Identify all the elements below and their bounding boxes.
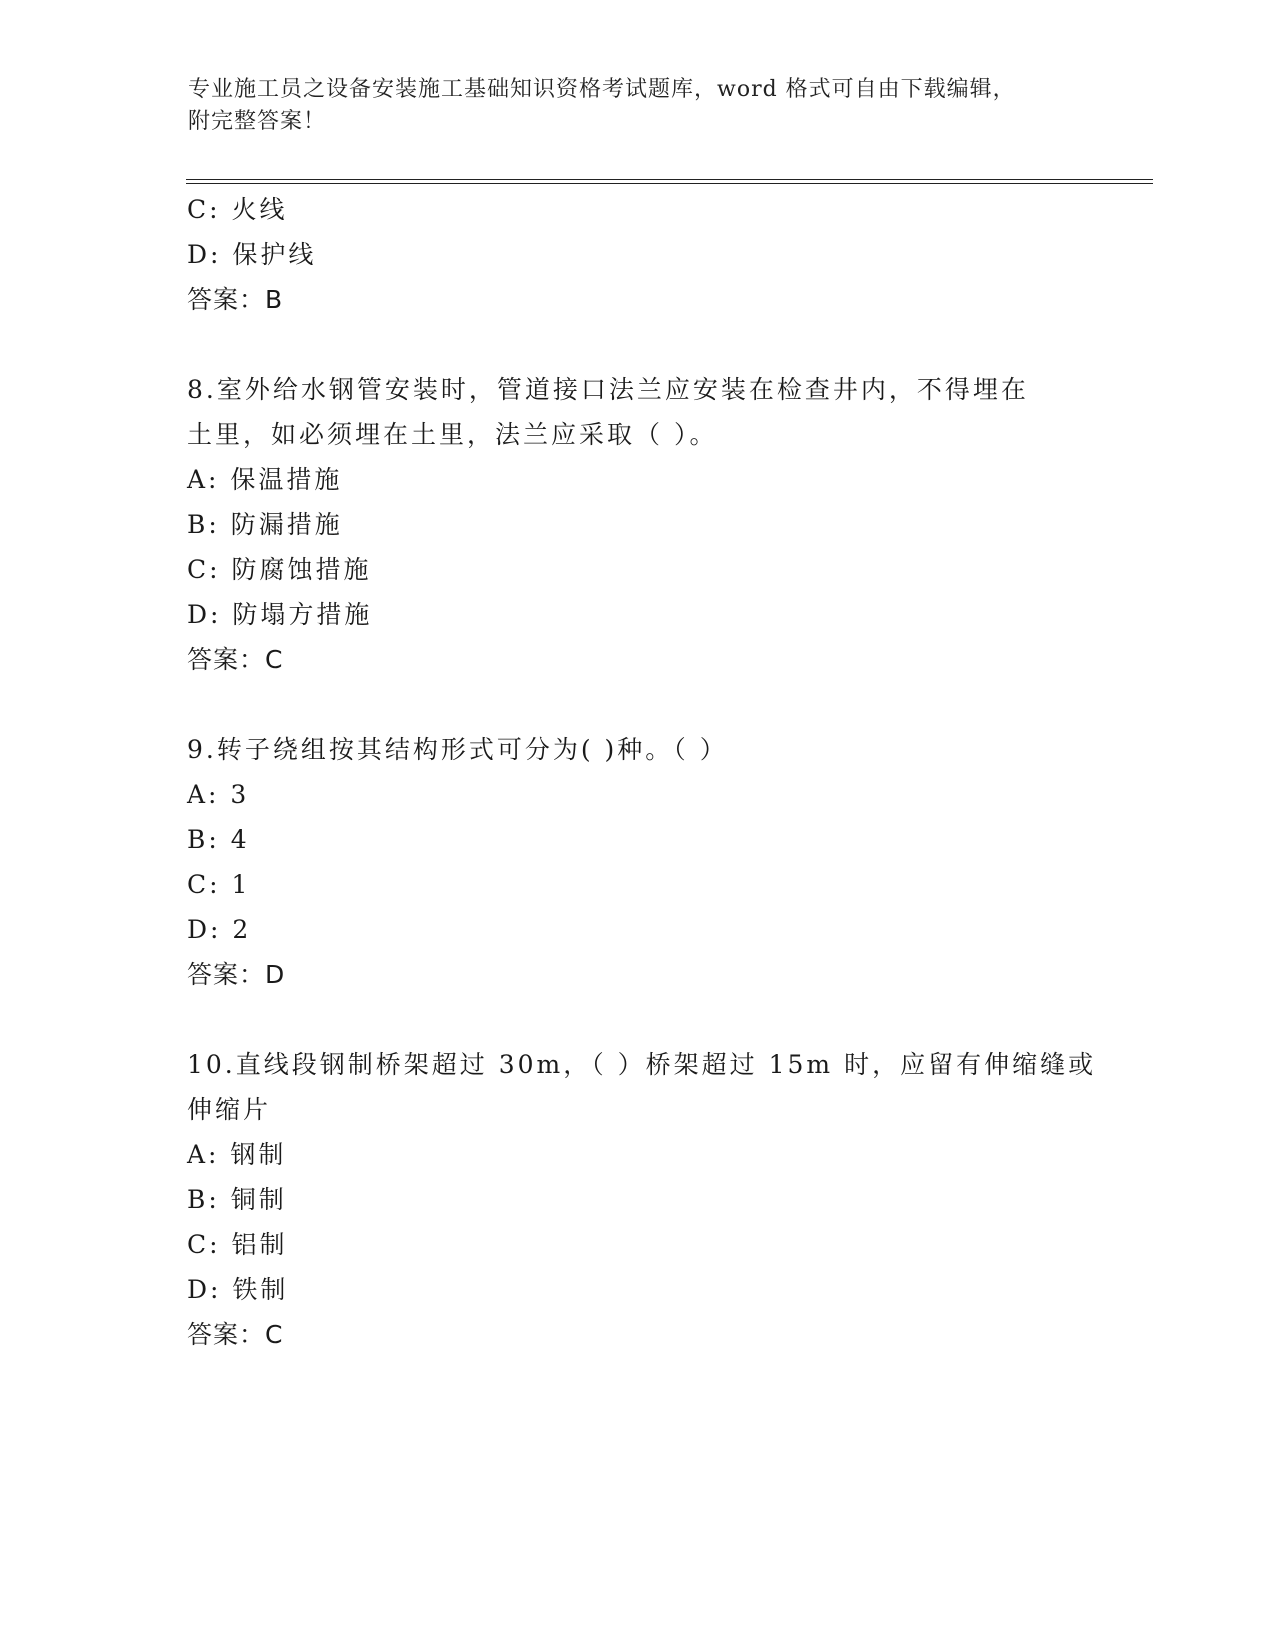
question-10-option-d: D: 铁制 bbox=[187, 1275, 289, 1304]
question-8-line-1: 8.室外给水钢管安装时，管道接口法兰应安装在检查井内，不得埋在 bbox=[187, 375, 1029, 404]
header-rule-top bbox=[186, 179, 1153, 180]
header-rule-bottom bbox=[186, 183, 1153, 184]
question-9-option-b: B: 4 bbox=[187, 825, 250, 854]
question-8-option-b: B: 防漏措施 bbox=[187, 510, 343, 539]
question-10-line-1: 10.直线段钢制桥架超过 30m，（ ）桥架超过 15m 时，应留有伸缩缝或 bbox=[187, 1050, 1097, 1079]
answer-prev: 答案：B bbox=[187, 285, 284, 314]
question-10-line-2: 伸缩片 bbox=[187, 1095, 272, 1124]
question-8-option-a: A: 保温措施 bbox=[187, 465, 343, 494]
question-9-answer: 答案：D bbox=[187, 960, 286, 989]
document-header bbox=[188, 74, 1088, 138]
question-8-option-c: C: 防腐蚀措施 bbox=[187, 555, 372, 584]
option-c-prev: C: 火线 bbox=[187, 195, 288, 224]
header-line-2: 附完整答案！ bbox=[188, 109, 327, 134]
question-8-answer: 答案：C bbox=[187, 645, 284, 674]
header-line-1: 专业施工员之设备安装施工基础知识资格考试题库，word 格式可自由下载编辑， bbox=[188, 77, 1016, 102]
question-9-option-c: C: 1 bbox=[187, 870, 251, 899]
question-10-option-b: B: 铜制 bbox=[187, 1185, 287, 1214]
option-d-prev: D: 保护线 bbox=[187, 240, 317, 269]
question-9-option-a: A: 3 bbox=[187, 780, 250, 809]
question-10-answer: 答案：C bbox=[187, 1320, 284, 1349]
question-8-line-2: 土里，如必须埋在土里，法兰应采取（ ）。 bbox=[187, 420, 718, 449]
question-10-option-c: C: 铝制 bbox=[187, 1230, 288, 1259]
question-9: 9.转子绕组按其结构形式可分为( )种。（ ） bbox=[187, 735, 728, 764]
question-8-option-d: D: 防塌方措施 bbox=[187, 600, 373, 629]
question-9-option-d: D: 2 bbox=[187, 915, 252, 944]
question-10-option-a: A: 钢制 bbox=[187, 1140, 287, 1169]
